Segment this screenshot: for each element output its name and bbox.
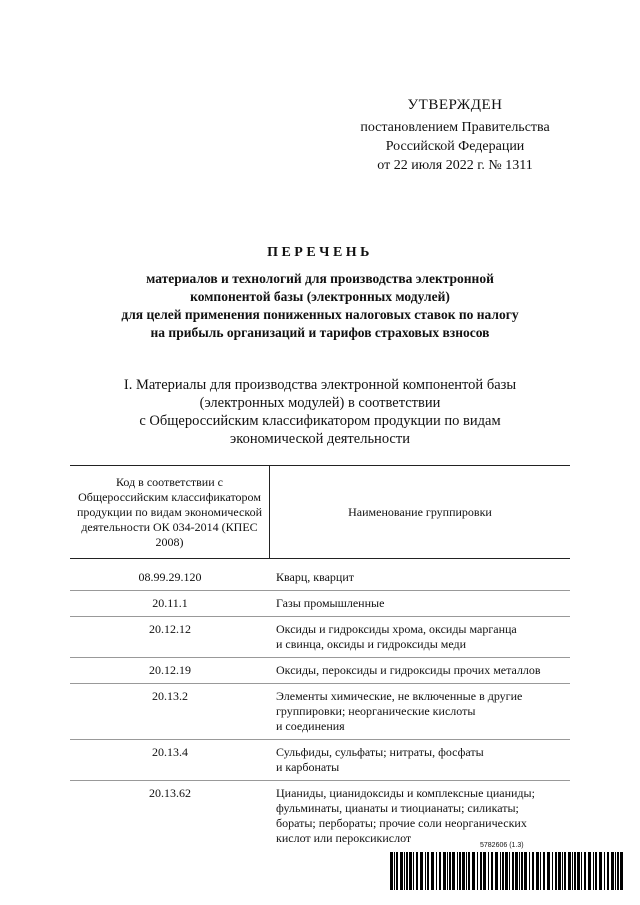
row-name: Элементы химические, не включенные в другие группировки; неорганические кислоты и соединения [276, 689, 523, 733]
table-row [70, 689, 570, 740]
row-name: Газы промышленные [276, 596, 385, 610]
approval-block [340, 96, 570, 175]
header-name-cell: Наименование группировки [348, 504, 492, 519]
header-code-cell: Код в соответствии с Общероссийским классификатором продукции по видам экономической деятельности ОК 034-2014 (КПЕС 2008) [70, 466, 270, 558]
row-code: 20.13.4 [152, 745, 188, 759]
table-row [70, 570, 570, 591]
subtitle-line: компонентой базы (электронных модулей) [190, 289, 450, 304]
table-row [70, 745, 570, 781]
table-row [70, 622, 570, 658]
approval-line: Российской Федерации [385, 139, 525, 154]
row-code: 20.12.19 [149, 663, 191, 677]
barcode-icon [390, 852, 626, 892]
row-name: Оксиды, пероксиды и гидроксиды прочих металлов [276, 663, 541, 677]
row-name: Сульфиды, сульфаты; нитраты, фосфаты и карбонаты [276, 745, 484, 774]
section-line: I. Материалы для производства электронной компонентой базы [123, 377, 517, 393]
section-line: (электронных модулей) в соответствии [199, 395, 441, 411]
row-code: 20.12.12 [149, 622, 191, 636]
row-name: Кварц, кварцит [276, 570, 355, 584]
approval-date-line: от 22 июля 2022 г. № 1311 [377, 158, 533, 173]
approval-line: постановлением Правительства [360, 120, 550, 135]
subtitle-line: на прибыль организаций и тарифов страховых взносов [150, 325, 490, 340]
barcode-number: 5782606 (1.3) [480, 842, 524, 849]
barcode-block [390, 842, 626, 892]
row-code: 08.99.29.120 [138, 570, 202, 584]
section-heading [100, 376, 540, 448]
section-line: с Общероссийским классификатором продукции по видам [139, 413, 501, 429]
table-row [70, 663, 570, 684]
section-line: экономической деятельности [230, 431, 410, 447]
row-name: Цианиды, цианидоксиды и комплексные цианиды; фульминаты, цианаты и тиоцианаты; силикаты; бораты; пербораты; прочие соли неорганических кислот или пероксикислот [276, 786, 535, 845]
table-body [70, 570, 570, 856]
row-name: Оксиды и гидроксиды хрома, оксиды марганца и свинца, оксиды и гидроксиды меди [276, 622, 517, 651]
approval-heading: УТВЕРЖДЕН [407, 97, 503, 113]
row-code: 20.11.1 [152, 596, 188, 610]
row-code: 20.13.2 [152, 689, 188, 703]
subtitle-line: материалов и технологий для производства электронной [146, 271, 494, 286]
subtitle-line: для целей применения пониженных налоговых ставок по налогу [121, 307, 519, 322]
document-subtitle [60, 270, 580, 342]
table-row [70, 596, 570, 617]
table-header [70, 465, 570, 559]
document-title: ПЕРЕЧЕНЬ [267, 245, 373, 260]
row-code: 20.13.62 [149, 786, 191, 800]
